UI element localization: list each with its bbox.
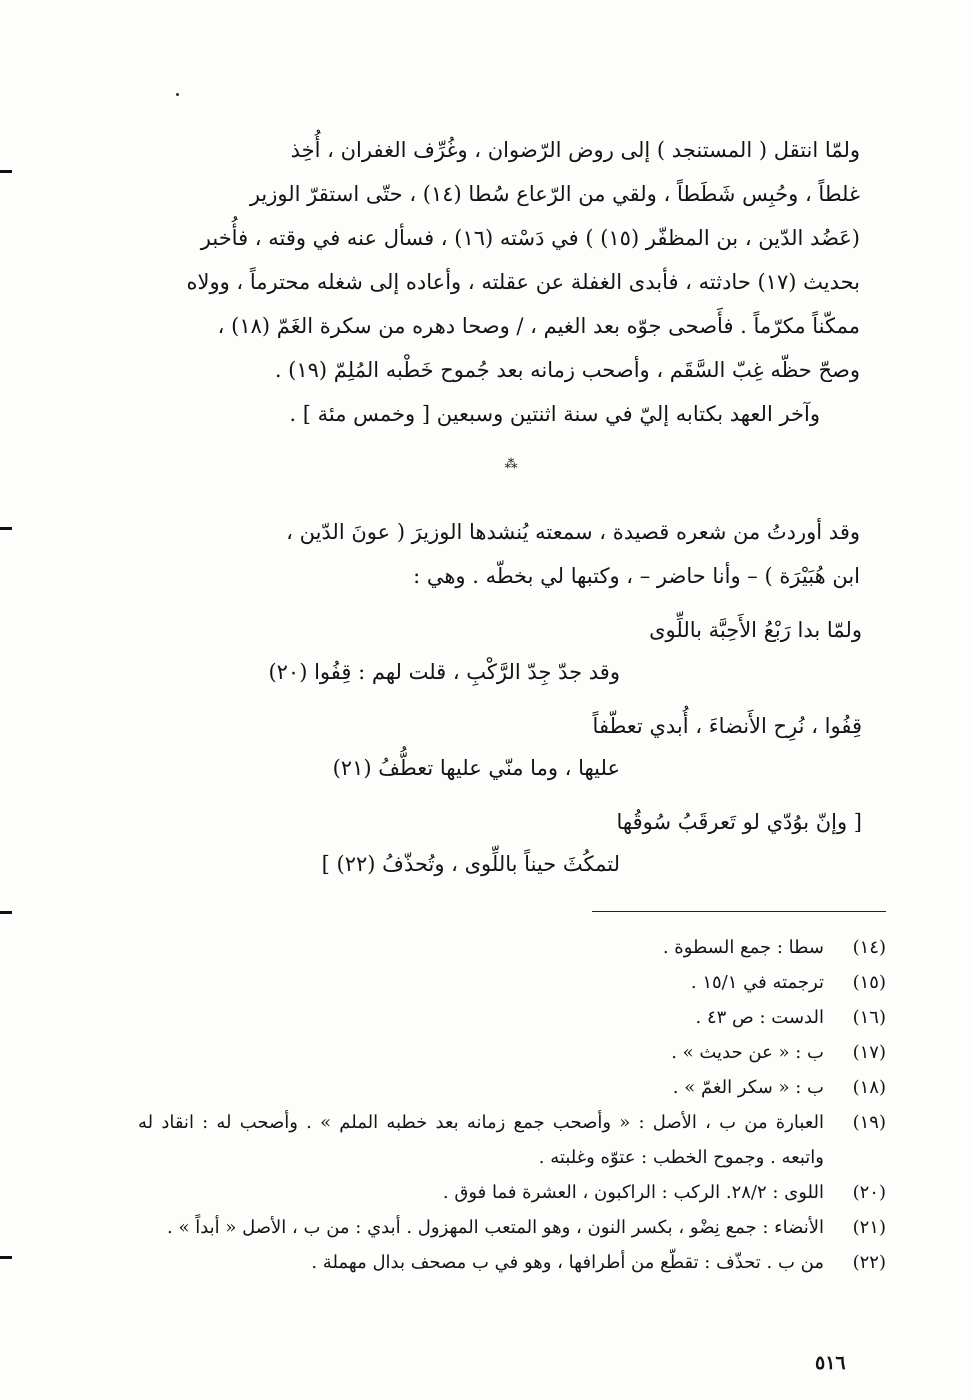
footnote <box>138 1210 886 1245</box>
footnote <box>138 1175 886 1210</box>
prose-line: وصحّ حظّه غِبّ السَّقَم ، وأصحب زمانه بعد جُموح خَطْبه المُلِمّ (١٩) . <box>274 358 860 382</box>
poem-hemistich: ولمّا بدا رَبْعُ الأَحِبَّة باللِّوى <box>649 618 862 642</box>
footnote-number: (٢٢) <box>852 1252 886 1273</box>
footnote-text: ب : « سكر الغمّ » . <box>672 1077 824 1098</box>
prose-line: وقد أوردتُ من شعره قصيدة ، سمعته يُنشدها الوزيرَ ( عونَ الدّين ، <box>286 520 860 544</box>
prose-paragraph-2 <box>138 510 860 598</box>
footnote-text: ترجمته في ١٥/١ . <box>690 972 824 993</box>
footnote-number: (٢١) <box>852 1217 886 1238</box>
footnote-text: ب : « عن حديث » . <box>671 1042 824 1063</box>
footnote-text: اللوى : ٢٨/٢. الركب : الراكبون ، العشرة فما فوق . <box>442 1182 824 1203</box>
prose-line: (عَضُد الدّين ، بن المظفّر (١٥) ) في دَسْته (١٦) ، فسأل عنه في وقته ، فأُخبر <box>200 226 860 250</box>
margin-mark <box>0 170 12 173</box>
margin-mark <box>0 527 12 530</box>
footnotes <box>138 930 886 1280</box>
prose-line: ابن هُبَيْرَة ) – وأنا حاضر – ، وكتبها لي بخطّه . وهي : <box>413 564 860 588</box>
footnote-number: (٢٠) <box>852 1182 886 1203</box>
poem-hemistich: وقد جدّ جِدّ الرَّكْبِ ، قلت لهم : قِفُوا (٢٠) <box>268 660 620 684</box>
footnote-number: (١٧) <box>852 1042 886 1063</box>
poem-hemistich: قِفُوا ، نُرِح الأَنضاءَ ، أُبدي تعطّفاً <box>592 714 862 738</box>
footnote-number: (١٤) <box>852 937 886 958</box>
prose-line: غلطاً ، وحُبِس شَطَطاً ، ولقي من الرّعاع سُطا (١٤) ، حتّى استقرّ الوزير <box>249 182 860 206</box>
footnote-text: الدست : ص ٤٣ . <box>695 1007 824 1028</box>
footnote <box>138 1070 886 1105</box>
poem-hemistich: عليها ، وما منّي عليها تعطُّفُ (٢١) <box>332 756 620 780</box>
prose-line: بحديث (١٧) حادثته ، فأبدى الغفلة عن عقلته ، وأعاده إلى شغله محترماً ، وولاه <box>186 270 860 294</box>
page-number: ٥١٦ <box>815 1352 846 1374</box>
margin-mark <box>0 911 12 914</box>
footnote <box>138 1035 886 1070</box>
footnote-text: من ب . تحذّف : تقطّع من أطرافها ، وهو في ب مصحف بدال مهملة . <box>311 1252 824 1273</box>
prose-paragraph-1 <box>138 128 860 436</box>
footnote <box>138 1245 886 1280</box>
poem-hemistich: لتمكُثَ حيناً باللِّوى ، وتُحذّفُ (٢٢) ] <box>321 852 620 876</box>
prose-line: ولمّا انتقل ( المستنجد ) إلى روض الرّضوان ، وغُرِّف الغفران ، أُخِذ <box>290 138 860 162</box>
footnote-text: سطا : جمع السطوة . <box>662 937 824 958</box>
footnote-separator <box>592 911 886 912</box>
footnote-number: (١٩) <box>852 1112 886 1133</box>
poem <box>150 618 870 908</box>
footnote <box>138 1000 886 1035</box>
footnote <box>138 930 886 965</box>
footnote <box>138 1105 886 1175</box>
prose-line: ممكّناً مكرّماً . فأَصحى جوّه بعد الغيم ، / وصحا دهره من سكرة الغَمّ (١٨) ، <box>217 314 860 338</box>
footnote-number: (١٨) <box>852 1077 886 1098</box>
margin-mark <box>0 1256 12 1259</box>
section-divider-stars: ⁂ <box>504 457 518 472</box>
footnote-text: الأنضاء : جمع نِضْو ، بكسر النون ، وهو المتعب المهزول . أبدي : من ب ، الأصل « أبداً » . <box>167 1217 824 1238</box>
footnote-number: (١٥) <box>852 972 886 993</box>
footnote <box>138 965 886 1000</box>
stray-dot-mark <box>176 93 179 96</box>
prose-line: وآخر العهد بكتابه إليّ في سنة اثنتين وسبعين [ وخمس مئة ] . <box>289 402 820 426</box>
footnote-number: (١٦) <box>852 1007 886 1028</box>
poem-hemistich: [ وإنّ بوُدّي لو تَعرقَبُ سُوقُها <box>616 810 862 834</box>
footnote-text: العبارة من ب ، الأصل : « وأصحب جمع زمانه بعد خطبه الملم » . وأصحب له : انقاد له واتبعه . وجموح الخطب : عتوّه وغلبته . <box>138 1112 824 1168</box>
